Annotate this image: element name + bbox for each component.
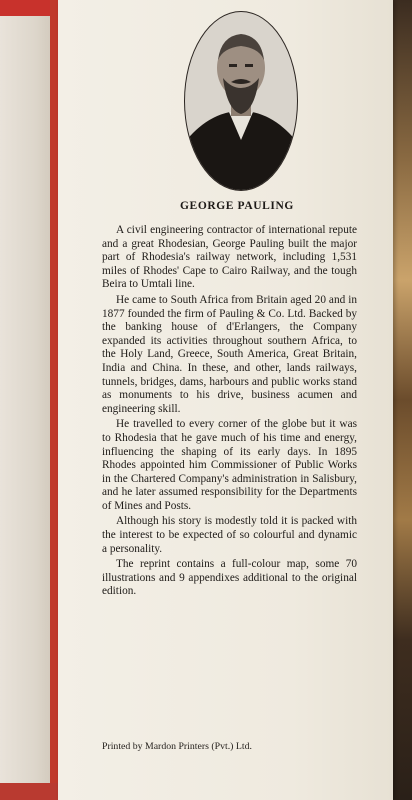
paragraph-intro: A civil engineering contractor of international repute and a great Rhodesian, George Pauling built the major part of Rhodesia's railway network, including 1,531 miles of Rhodes' Cape to Cairo Railway, and the tough Beira to Umtali line.: [102, 224, 357, 291]
paragraph-career: He came to South Africa from Britain aged 20 and in 1877 founded the firm of Pauling & Co. Ltd. Backed by the banking house of d'Erlangers, the Company expanded its activities throughout southern Africa, to the Holy Land, Greece, South America, Great Britain, India and China. In these, and other, lands railways, tunnels, bridges, dams, harbours and public works stand as monuments to his drive, business acumen and engineering skill.: [102, 293, 357, 415]
printer-credit: Printed by Mardon Printers (Pvt.) Ltd.: [102, 741, 252, 752]
cover-red-band-bottom: [0, 783, 58, 800]
paragraph-rhodesia: He travelled to every corner of the globe but it was to Rhodesia that he gave much of his time and energy, influencing the shaping of its early days. In 1895 Rhodes appointed him Commissioner of Public Works in the Chartered Company's administration in Salisbury, and he later assumed responsibility for the Departments of Mines and Posts.: [102, 418, 357, 512]
book-cover-edge: [0, 0, 58, 800]
subject-name-heading: GEORGE PAULING: [180, 200, 294, 212]
cover-photo-edge: [392, 0, 412, 800]
cover-red-spine: [50, 0, 58, 800]
biography-text: [102, 224, 357, 601]
paragraph-story: Although his story is modestly told it is packed with the interest to be expected of so colourful and dynamic a personality.: [102, 515, 357, 555]
cover-red-band-top: [0, 0, 52, 16]
portrait-photo: [185, 12, 297, 190]
paragraph-reprint: The reprint contains a full-colour map, some 70 illustrations and 9 appendixes additional to the original edition.: [102, 558, 357, 598]
